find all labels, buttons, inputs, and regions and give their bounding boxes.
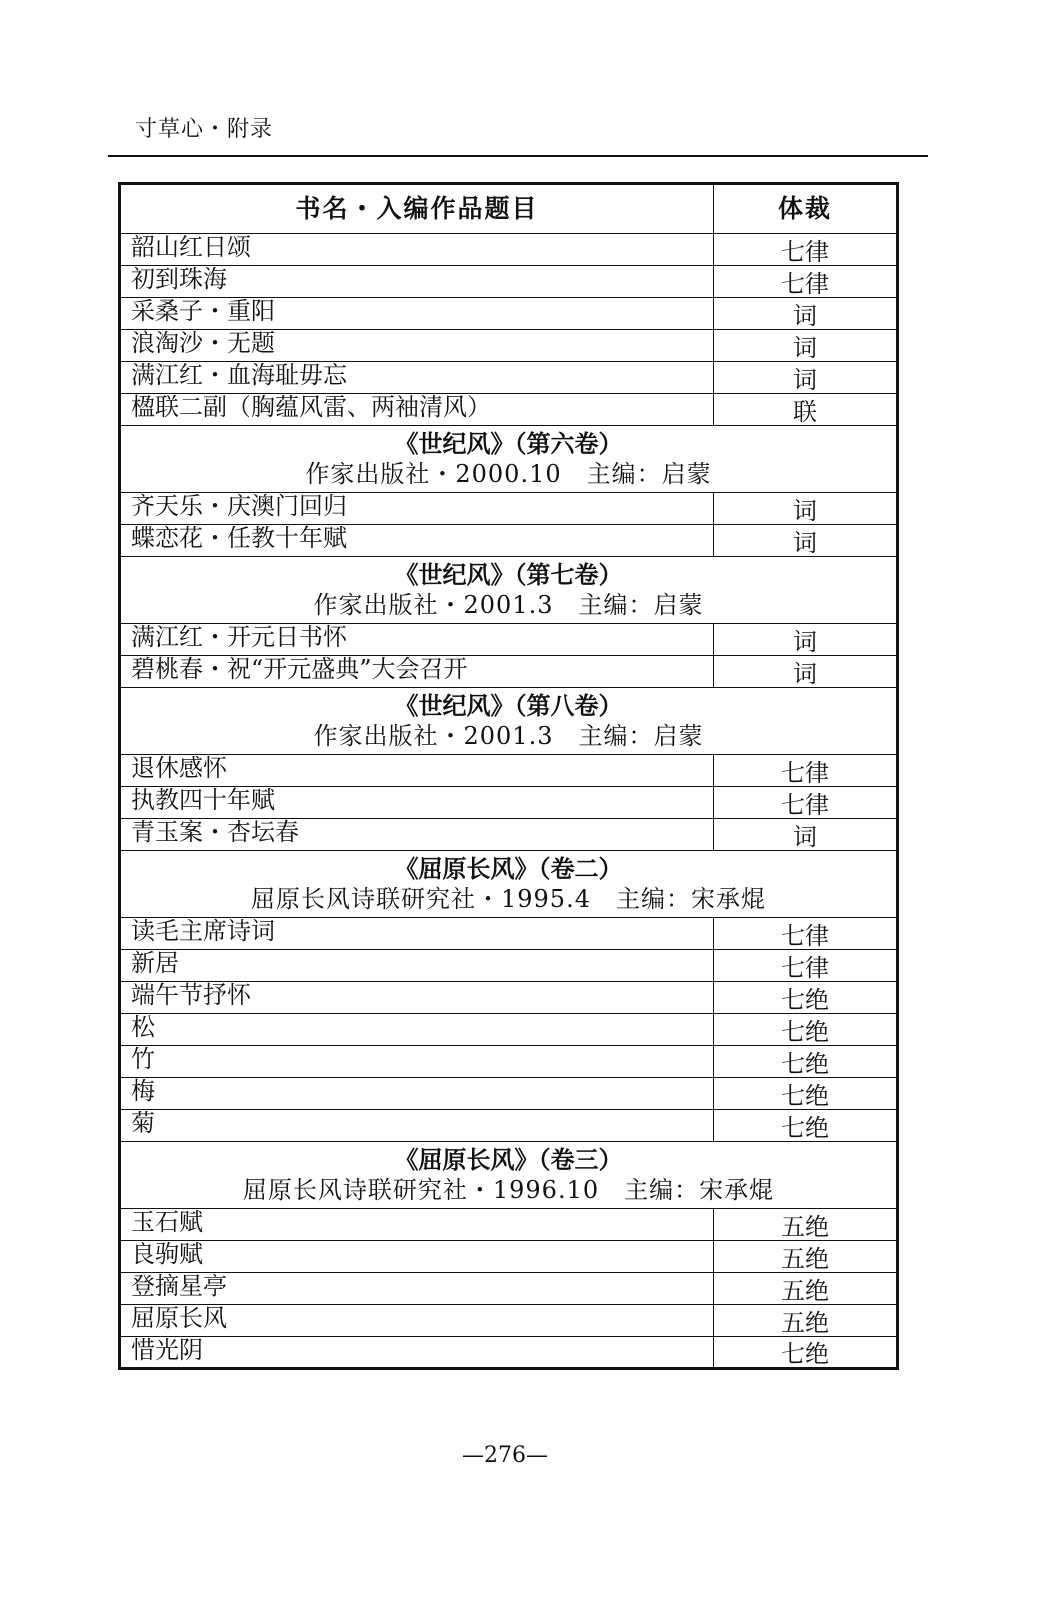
table-row [120,1046,898,1078]
table-row [120,1305,898,1337]
work-form: 词 [714,656,898,688]
table-row [120,1078,898,1110]
table-row [120,493,898,525]
work-title: 采桑子・重阳 [120,298,714,330]
work-title: 松 [120,1014,714,1046]
table-row [120,624,898,656]
work-title: 良驹赋 [120,1241,714,1273]
section-header [120,557,898,624]
table-row [120,394,898,426]
work-title: 玉石赋 [120,1209,714,1241]
work-form: 七律 [714,787,898,819]
work-form: 七律 [714,755,898,787]
work-form: 五绝 [714,1305,898,1337]
running-head: 寸草心・附录 [135,117,274,142]
table-row [120,266,898,298]
work-form: 七绝 [714,1110,898,1142]
section-publisher-info: 屈原长风诗联研究社・1995.4 主编：宋承焜 [251,885,766,913]
table-row [120,525,898,557]
table-header-row [120,184,898,234]
work-form: 词 [714,493,898,525]
table-row [120,1273,898,1305]
header-form: 体裁 [714,184,898,234]
work-title: 满江红・血海耻毋忘 [120,362,714,394]
work-form: 七绝 [714,1014,898,1046]
table-row [120,982,898,1014]
work-title: 青玉案・杏坛春 [120,819,714,851]
work-title: 碧桃春・祝“开元盛典”大会召开 [120,656,714,688]
header-rule [108,155,928,157]
table-body [120,234,898,1369]
table-row [120,656,898,688]
section-header-row [120,557,898,624]
section-book-name: 《世纪风》（第六卷） [394,429,623,458]
work-form: 五绝 [714,1209,898,1241]
table-row [120,1014,898,1046]
work-form: 词 [714,525,898,557]
work-title: 初到珠海 [120,266,714,298]
section-publisher-info: 作家出版社・2000.10 主编：启蒙 [305,460,712,488]
work-title: 菊 [120,1110,714,1142]
work-form: 联 [714,394,898,426]
work-title: 读毛主席诗词 [120,918,714,950]
work-title: 惜光阴 [120,1337,714,1369]
table-row [120,1337,898,1369]
work-form: 七绝 [714,1337,898,1369]
section-book-name: 《世纪风》（第七卷） [394,560,623,589]
work-form: 七律 [714,234,898,266]
work-form: 词 [714,330,898,362]
page-number: —276— [462,1443,548,1468]
table-row [120,1241,898,1273]
work-title: 退休感怀 [120,755,714,787]
work-title: 执教四十年赋 [120,787,714,819]
table-row [120,950,898,982]
section-book-name: 《屈原长风》（卷三） [394,1145,623,1174]
work-form: 五绝 [714,1273,898,1305]
table-row [120,819,898,851]
work-form: 七绝 [714,982,898,1014]
work-title: 齐天乐・庆澳门回归 [120,493,714,525]
table-row [120,755,898,787]
section-publisher-info: 作家出版社・2001.3 主编：启蒙 [313,591,704,619]
work-title: 登摘星亭 [120,1273,714,1305]
table-row [120,362,898,394]
work-title: 蝶恋花・任教十年赋 [120,525,714,557]
header-title: 书名・入编作品题目 [120,184,714,234]
work-title: 韶山红日颂 [120,234,714,266]
works-table [118,182,899,1370]
work-form: 词 [714,298,898,330]
table-row [120,1110,898,1142]
section-header-row [120,688,898,755]
work-title: 浪淘沙・无题 [120,330,714,362]
table-row [120,298,898,330]
work-form: 七绝 [714,1078,898,1110]
work-form: 词 [714,819,898,851]
section-header [120,426,898,493]
work-form: 七律 [714,950,898,982]
work-form: 五绝 [714,1241,898,1273]
work-title: 梅 [120,1078,714,1110]
work-title: 新居 [120,950,714,982]
section-publisher-info: 作家出版社・2001.3 主编：启蒙 [313,722,704,750]
table-row [120,787,898,819]
work-form: 七绝 [714,1046,898,1078]
section-book-name: 《世纪风》（第八卷） [394,691,623,720]
work-title: 楹联二副（胸蕴风雷、两袖清风） [120,394,714,426]
table-row [120,1209,898,1241]
section-publisher-info: 屈原长风诗联研究社・1996.10 主编：宋承焜 [242,1176,775,1204]
work-form: 七律 [714,918,898,950]
section-header [120,688,898,755]
table-row [120,234,898,266]
section-header-row [120,426,898,493]
work-title: 屈原长风 [120,1305,714,1337]
work-form: 七律 [714,266,898,298]
work-form: 词 [714,624,898,656]
section-header [120,851,898,918]
table-row [120,918,898,950]
section-book-name: 《屈原长风》（卷二） [394,854,623,883]
table-row [120,330,898,362]
work-form: 词 [714,362,898,394]
work-title: 满江红・开元日书怀 [120,624,714,656]
section-header-row [120,851,898,918]
work-title: 端午节抒怀 [120,982,714,1014]
work-title: 竹 [120,1046,714,1078]
section-header [120,1142,898,1209]
section-header-row [120,1142,898,1209]
